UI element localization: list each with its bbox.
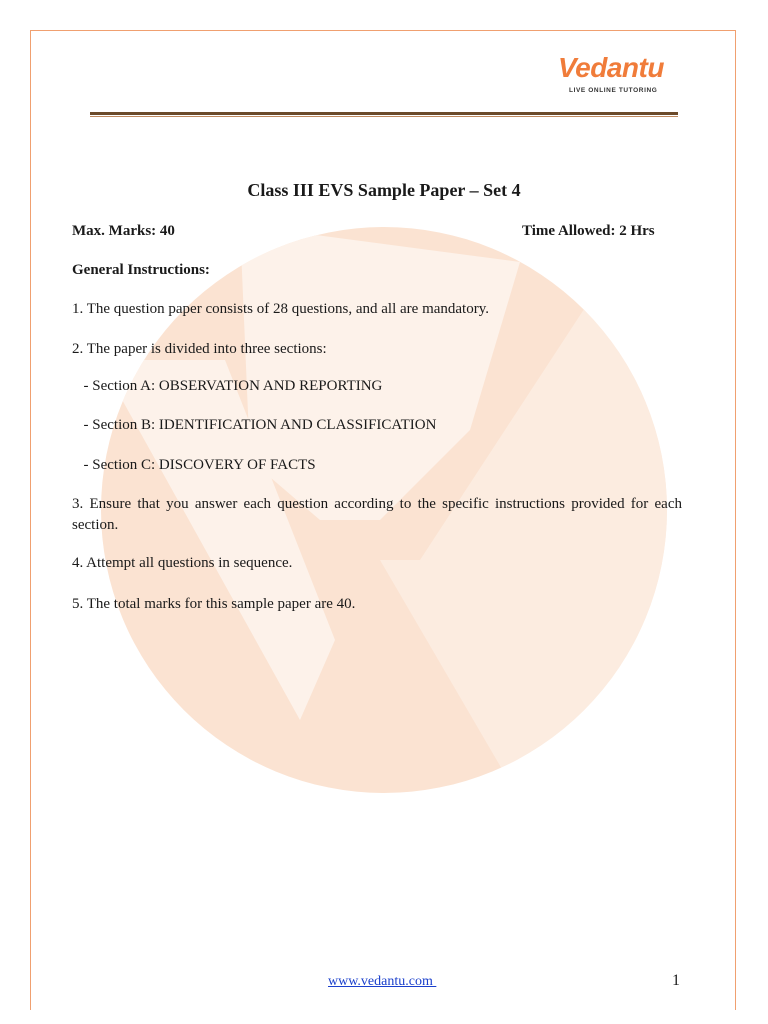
instruction-subitem: - Section A: OBSERVATION AND REPORTING (76, 378, 383, 394)
website-link[interactable]: www.vedantu.com (328, 974, 437, 989)
header-divider (90, 112, 678, 115)
instruction-item: 5. The total marks for this sample paper are 40. (72, 596, 356, 612)
instruction-subitem: - Section B: IDENTIFICATION AND CLASSIFICATION (76, 417, 437, 433)
time-allowed: Time Allowed: 2 Hrs (522, 223, 655, 239)
instruction-item: 1. The question paper consists of 28 questions, and all are mandatory. (72, 301, 489, 317)
vedantu-logo (558, 52, 678, 98)
page-number: 1 (672, 972, 680, 989)
instructions-heading: General Instructions: (72, 262, 210, 278)
logo-tagline: LIVE ONLINE TUTORING (569, 87, 658, 94)
instruction-item: 2. The paper is divided into three sections: (72, 341, 327, 357)
instruction-item: 4. Attempt all questions in sequence. (72, 555, 293, 571)
logo-wordmark: Vedantu (558, 52, 664, 83)
header-divider-thin (90, 116, 678, 117)
max-marks: Max. Marks: 40 (72, 223, 175, 239)
paper-title: Class III EVS Sample Paper – Set 4 (247, 180, 521, 200)
instruction-item: 3. Ensure that you answer each question according to the specific instructions provided for each section. (72, 496, 682, 533)
instruction-subitem: - Section C: DISCOVERY OF FACTS (76, 457, 316, 473)
